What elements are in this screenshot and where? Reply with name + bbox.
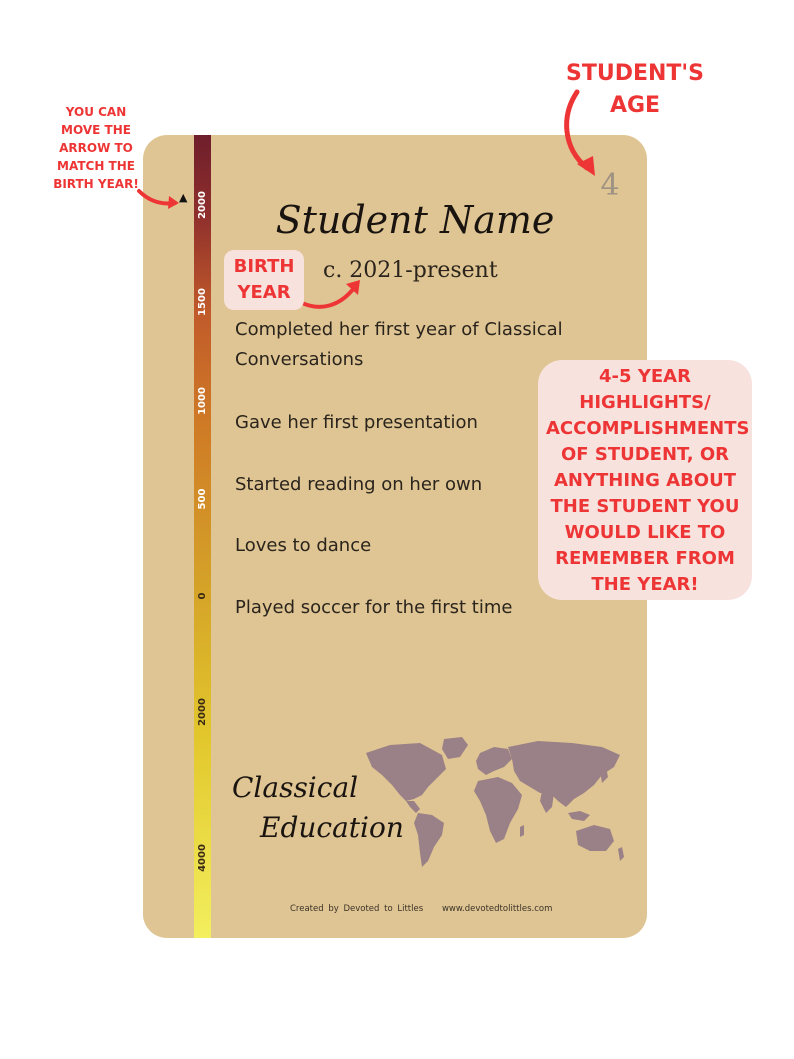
student-name: Student Name [275,198,555,242]
birth-year-badge: BIRTH YEAR [224,250,304,310]
timeline-bar [194,135,211,938]
timeline-tick: 2000 [197,191,208,219]
highlight-item: Played soccer for the first time [235,597,513,618]
birth-year-marker-icon[interactable]: ▲ [179,191,188,204]
highlights-note: 4-5 YEAR HIGHLIGHTS/ ACCOMPLISHMENTS OF STUDENT, OR ANYTHING ABOUT THE STUDENT YOU WOULD LIKE TO REMEMBER FROM THE YEAR! [538,360,752,600]
footer-url[interactable]: www.devotedtolittles.com [441,904,553,914]
timeline-tick: 0 [197,592,208,600]
timeline-tick: 500 [197,488,208,510]
world-map-icon [362,735,627,870]
student-dates: c. 2021-present [323,258,498,283]
highlight-item: Loves to dance [235,535,372,556]
highlight-item: Gave her first presentation [235,412,478,433]
timeline-tick: 1500 [197,288,208,316]
highlight-item: Completed her first year of Classical Conversations [235,319,563,370]
student-age-note: STUDENT'S AGE [565,61,704,118]
classical-education-logo: Classical Education [232,771,404,844]
curved-arrow-icon [135,185,188,215]
arrow-move-note: YOU CAN MOVE THE ARROW TO MATCH THE BIRTH YEAR! [53,105,139,191]
student-age: 4 [600,168,620,203]
timeline-tick: 2000 [197,698,208,726]
timeline-tick: 4000 [197,844,208,872]
footer-credit: Created by Devoted to Littles www.devotedtolittles.com [290,904,553,914]
timeline-tick: 1000 [197,387,208,415]
highlight-item: Started reading on her own [235,474,483,495]
